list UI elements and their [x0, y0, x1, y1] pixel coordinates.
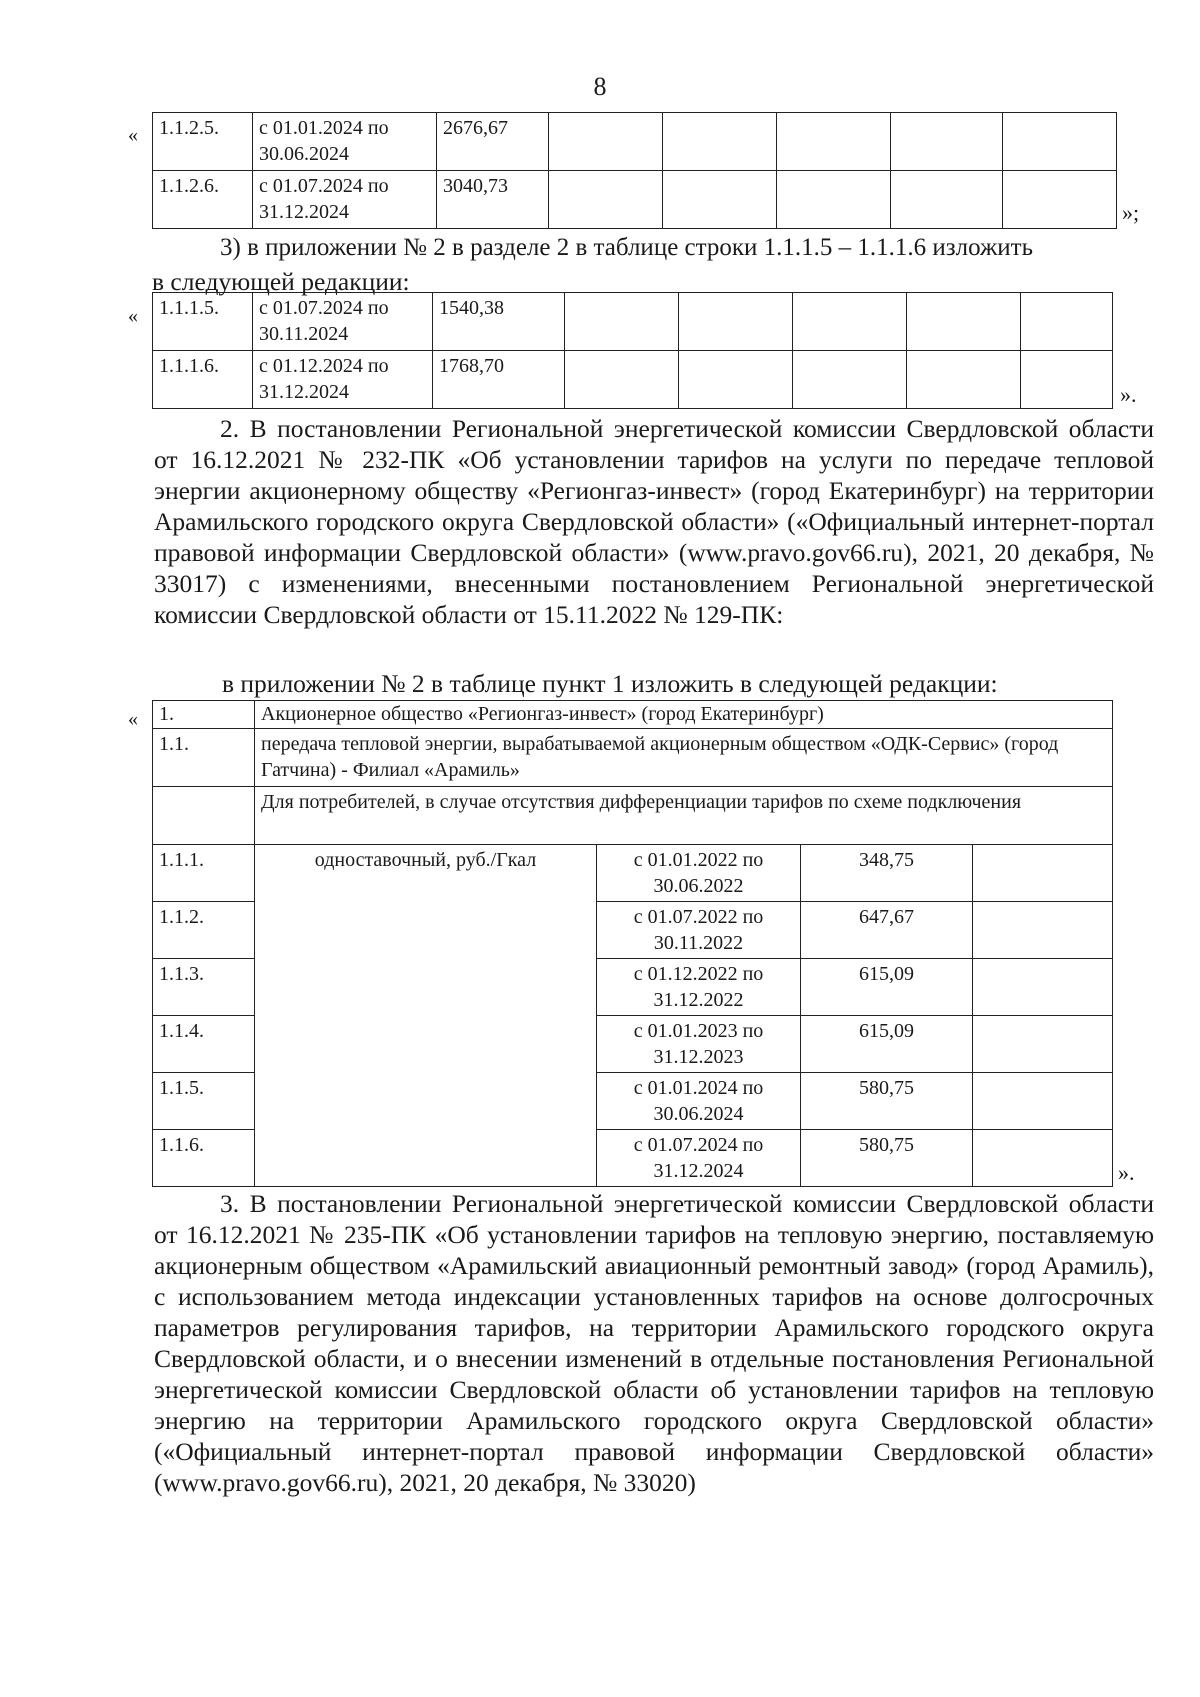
table3-close-quote: ».	[1118, 1160, 1135, 1185]
company-name: Акционерное общество «Регионгаз-инвест» (город Екатеринбург)	[255, 701, 1113, 729]
period-cell: с 01.01.2022 по 30.06.2022	[597, 845, 801, 902]
table3	[152, 700, 1113, 1187]
empty-cell	[1021, 351, 1113, 409]
empty-cell	[907, 351, 1021, 409]
period-cell: с 01.01.2023 по 31.12.2023	[597, 1016, 801, 1073]
empty-cell	[973, 959, 1113, 1016]
empty-cell	[793, 293, 907, 351]
period-cell: с 01.12.2022 по 31.12.2022	[597, 959, 801, 1016]
row-number: 1.1.1.5.	[153, 293, 253, 351]
table-row	[153, 351, 1113, 409]
tariff-value: 3040,73	[437, 171, 549, 229]
table-row	[153, 113, 1117, 171]
period-cell: с 01.01.2024 по 30.06.2024	[253, 113, 437, 171]
paragraph-2	[154, 413, 1154, 630]
period-cell: с 01.01.2024 по 30.06.2024	[597, 1073, 801, 1130]
empty-cell	[549, 113, 663, 171]
table-row	[153, 293, 1113, 351]
table-row	[153, 171, 1117, 229]
row-number: 1.	[153, 701, 255, 729]
row-number: 1.1.1.	[153, 845, 255, 902]
empty-cell	[565, 293, 679, 351]
row-number: 1.1.5.	[153, 1073, 255, 1130]
table3-open-quote: «	[128, 708, 138, 730]
table-row	[153, 787, 1113, 845]
row-number: 1.1.	[153, 729, 255, 787]
empty-cell	[973, 1016, 1113, 1073]
table-row	[153, 845, 1113, 902]
empty-cell	[549, 171, 663, 229]
paragraph-2-sub: в приложении № 2 в таблице пункт 1 изложить в следующей редакции:	[222, 669, 998, 698]
tariff-value: 615,09	[801, 959, 973, 1016]
table1	[152, 112, 1117, 229]
empty-cell	[777, 113, 891, 171]
empty-cell	[793, 351, 907, 409]
period-cell: с 01.07.2022 по 30.11.2022	[597, 902, 801, 959]
table-row	[153, 701, 1113, 729]
tariff-value: 580,75	[801, 1073, 973, 1130]
tariff-value: 580,75	[801, 1130, 973, 1187]
empty-cell	[907, 293, 1021, 351]
tariff-value: 647,67	[801, 902, 973, 959]
rate-type-label: одноставочный, руб./Гкал	[314, 849, 537, 871]
page-number: 8	[593, 72, 607, 101]
empty-cell	[973, 902, 1113, 959]
empty-cell	[679, 293, 793, 351]
table2-close-quote: ».	[1120, 382, 1137, 407]
item3-cont: в следующей редакции:	[152, 267, 410, 296]
row-number: 1.1.3.	[153, 959, 255, 1016]
row-number: 1.1.4.	[153, 1016, 255, 1073]
period-cell: с 01.07.2024 по 31.12.2024	[253, 171, 437, 229]
table2	[152, 292, 1113, 409]
period-cell: с 01.12.2024 по 31.12.2024	[253, 351, 433, 409]
empty-cell	[973, 845, 1113, 902]
empty-cell	[973, 1073, 1113, 1130]
table1-close-quote: »;	[1122, 200, 1140, 225]
rate-type	[255, 845, 597, 1187]
tariff-value: 2676,67	[437, 113, 549, 171]
empty-cell	[1003, 171, 1117, 229]
table1-open-quote: «	[128, 124, 138, 146]
period-cell: с 01.07.2024 по 30.11.2024	[253, 293, 433, 351]
table-row	[153, 729, 1113, 787]
row-number: 1.1.2.	[153, 902, 255, 959]
table2-open-quote: «	[128, 305, 138, 327]
empty-cell	[153, 787, 255, 845]
empty-cell	[679, 351, 793, 409]
empty-cell	[1021, 293, 1113, 351]
row-number: 1.1.1.6.	[153, 351, 253, 409]
empty-cell	[973, 1130, 1113, 1187]
tariff-value: 615,09	[801, 1016, 973, 1073]
empty-cell	[891, 171, 1003, 229]
tariff-value: 1768,70	[433, 351, 565, 409]
row-number: 1.1.2.6.	[153, 171, 253, 229]
empty-cell	[663, 171, 777, 229]
paragraph-2-text: 2. В постановлении Региональной энергетической комиссии Свердловской области от 16.12.2021 № 232-ПК «Об установлении тарифов на услуги по передаче тепловой энергии акционерному обществу «Регионгаз-инвест» (город Екатеринбург) на территории Арамильского городского округа Свердловской области» («Официальный интернет-портал правовой информации Свердловской области» (www.pravo.gov66.ru), 2021, 20 декабря, № 33017) с изменениями, внесенными постановлением Региональной энергетической комиссии Свердловской области от 15.11.2022 № 129-ПК:	[154, 414, 1154, 629]
empty-cell	[891, 113, 1003, 171]
empty-cell	[777, 171, 891, 229]
paragraph-3-text: 3. В постановлении Региональной энергетической комиссии Свердловской области от 16.12.2021 № 235-ПК «Об установлении тарифов на тепловую энергию, поставляемую акционерным обществом «Арамильский авиационный ремонтный завод» (город Арамиль), с использованием метода индексации установленных тарифов на основе долгосрочных параметров регулирования тарифов, на территории Арамильского городского округа Свердловской области, и о внесении изменений в отдельные постановления Региональной энергетической комиссии Свердловской области об установлении тарифов на тепловую энергию на территории Арамильского городского округа Свердловской области» («Официальный интернет-портал правовой информации Свердловской области» (www.pravo.gov66.ru), 2021, 20 декабря, № 33020)	[154, 1189, 1154, 1497]
tariff-value: 348,75	[801, 845, 973, 902]
empty-cell	[565, 351, 679, 409]
empty-cell	[663, 113, 777, 171]
empty-cell	[1003, 113, 1117, 171]
tariff-value: 1540,38	[433, 293, 565, 351]
period-cell: с 01.07.2024 по 31.12.2024	[597, 1130, 801, 1187]
paragraph-3	[154, 1188, 1154, 1498]
service-description: передача тепловой энергии, вырабатываемой акционерным обществом «ОДК-Сервис» (город Гатчина) - Филиал «Арамиль»	[255, 729, 1113, 787]
item3-text: 3) в приложении № 2 в разделе 2 в таблице строки 1.1.1.5 – 1.1.1.6 изложить	[220, 234, 1033, 261]
row-number: 1.1.2.5.	[153, 113, 253, 171]
row-number: 1.1.6.	[153, 1130, 255, 1187]
consumer-group: Для потребителей, в случае отсутствия дифференциации тарифов по схеме подключения	[255, 787, 1113, 845]
